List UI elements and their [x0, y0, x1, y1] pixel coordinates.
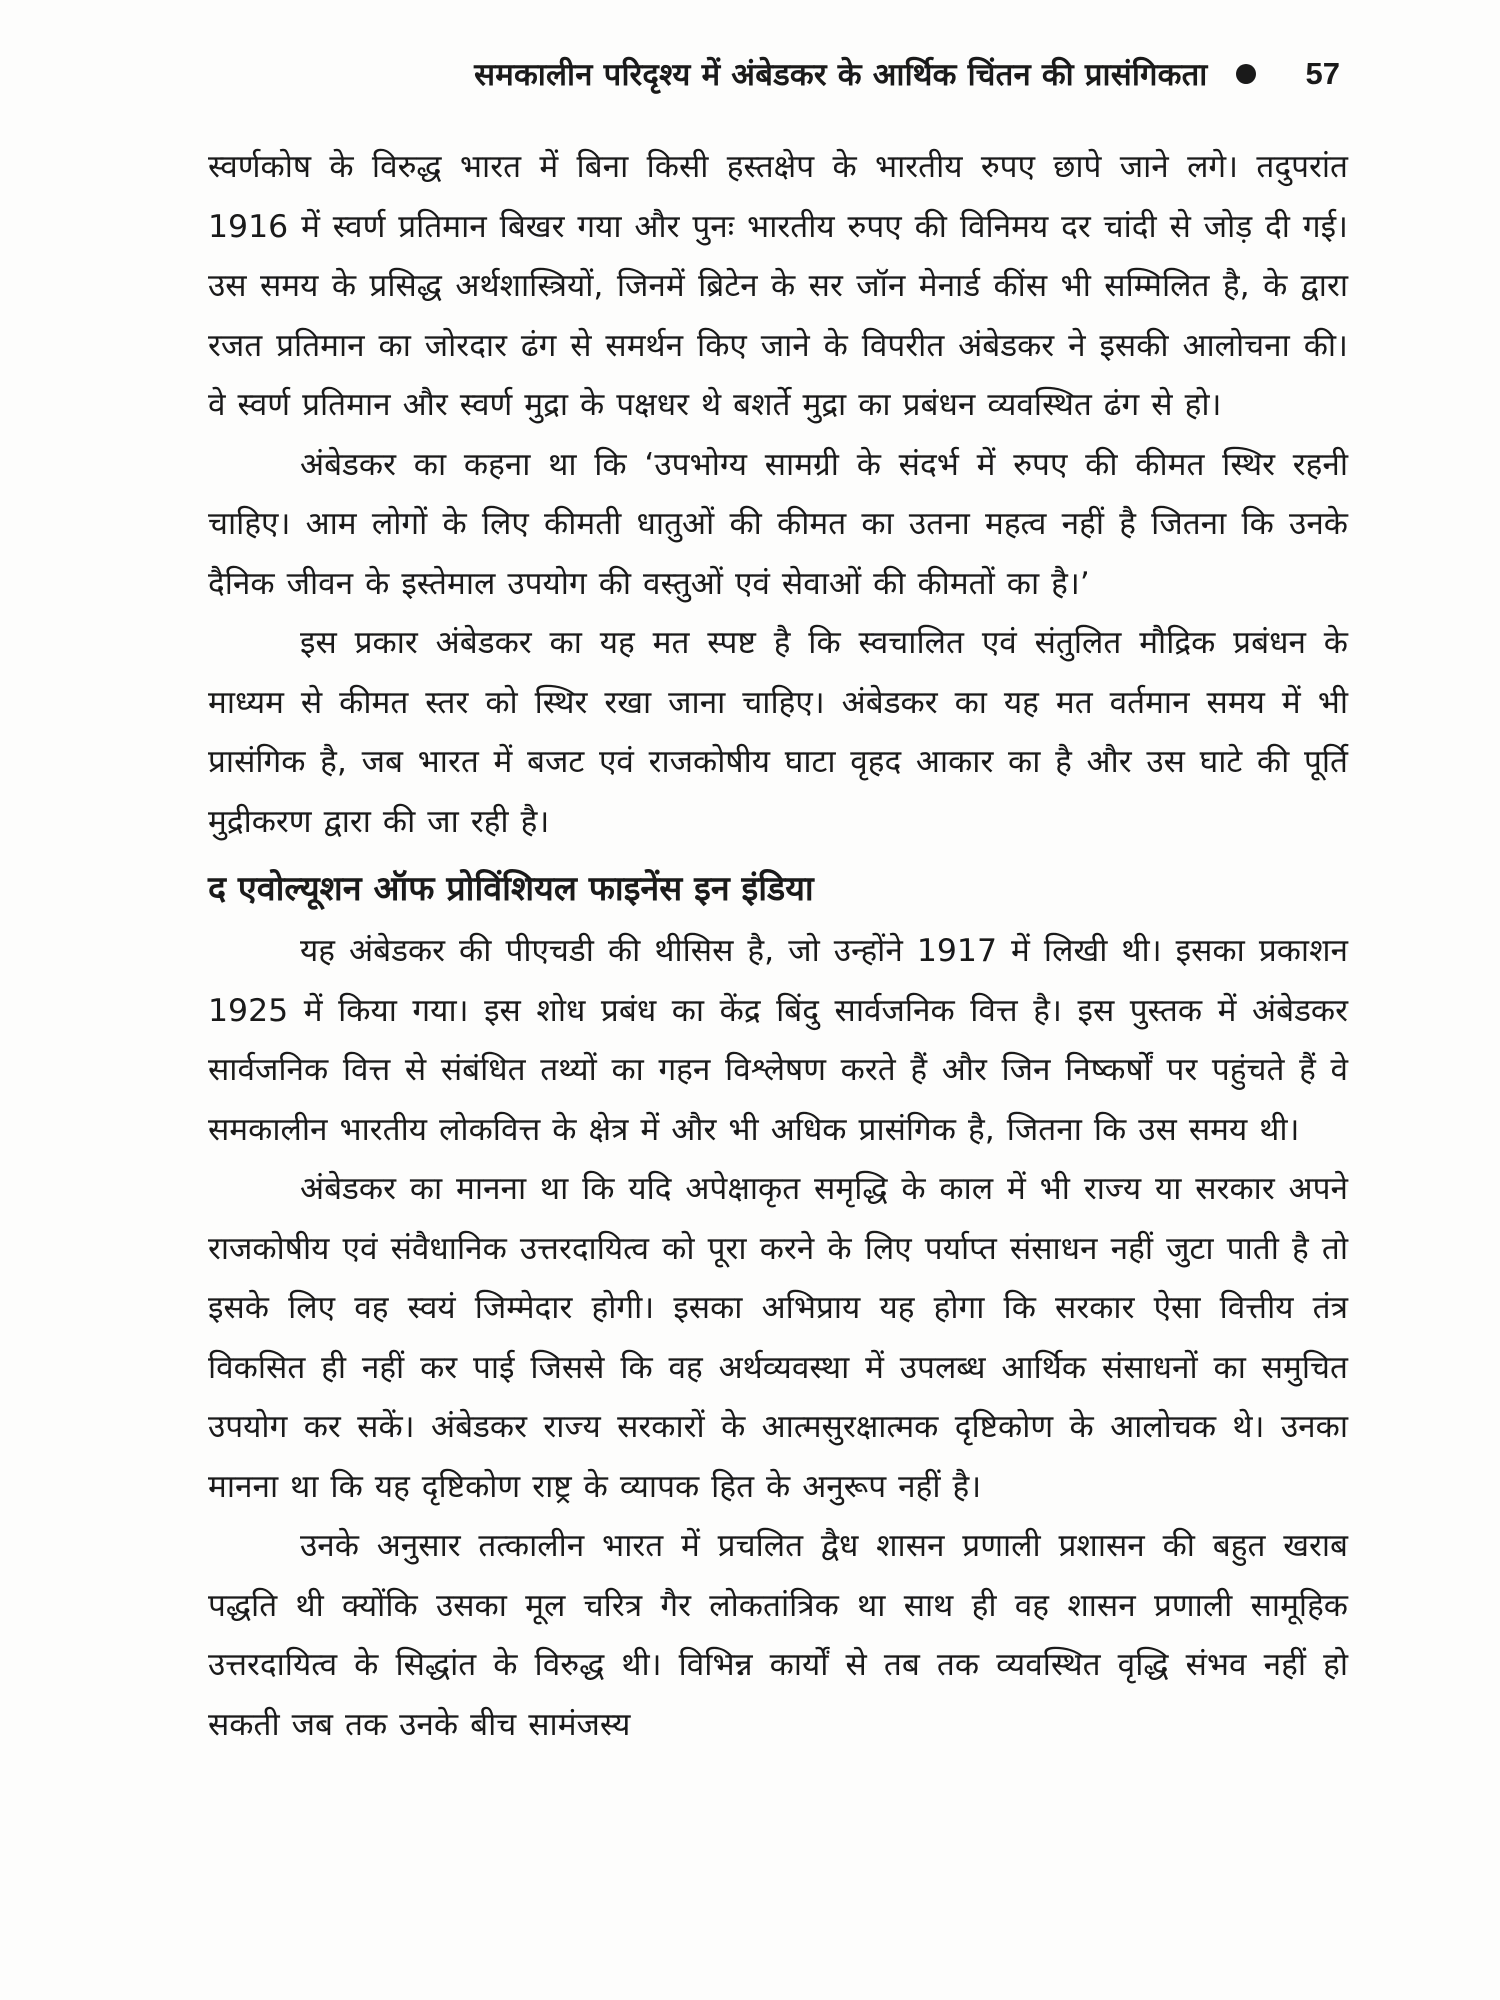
running-header: [250, 50, 1340, 98]
paragraph: यह अंबेडकर की पीएचडी की थीसिस है, जो उन्होंने 1917 में लिखी थी। इसका प्रकाशन 1925 में किया गया। इस शोध प्रबंध का केंद्र बिंदु सार्वजनिक वित्त है। इस पुस्तक में अंबेडकर सार्वजनिक वित्त से संबंधित तथ्यों का गहन विश्लेषण करते हैं और जिन निष्कर्षों पर पहुंचते हैं वे समकालीन भारतीय लोकवित्त के क्षेत्र में और भी अधिक प्रासंगिक है, जितना कि उस समय थी।: [208, 933, 1348, 1148]
paragraph: इस प्रकार अंबेडकर का यह मत स्पष्ट है कि स्वचालित एवं संतुलित मौद्रिक प्रबंधन के माध्यम से कीमत स्तर को स्थिर रखा जाना चाहिए। अंबेडकर का यह मत वर्तमान समय में भी प्रासंगिक है, जब भारत में बजट एवं राजकोषीय घाटा वृहद आकार का है और उस घाटे की पूर्ति मुद्रीकरण द्वारा की जा रही है।: [208, 625, 1348, 840]
paragraph: उनके अनुसार तत्कालीन भारत में प्रचलित द्वैध शासन प्रणाली प्रशासन की बहुत खराब पद्धति थी क्योंकि उसका मूल चरित्र गैर लोकतांत्रिक था साथ ही वह शासन प्रणाली सामूहिक उत्तरदायित्व के सिद्धांत के विरुद्ध थी। विभिन्न कार्यों से तब तक व्यवस्थित वृद्धि संभव नहीं हो सकती जब तक उनके बीच सामंजस्य: [208, 1528, 1348, 1743]
paragraph: अंबेडकर का कहना था कि ‘उपभोग्य सामग्री के संदर्भ में रुपए की कीमत स्थिर रहनी चाहिए। आम लोगों के लिए कीमती धातुओं की कीमत का उतना महत्व नहीं है जितना कि उनके दैनिक जीवन के इस्तेमाल उपयोग की वस्तुओं एवं सेवाओं की कीमतों का है।’: [208, 446, 1348, 602]
paragraph: अंबेडकर का मानना था कि यदि अपेक्षाकृत समृद्धि के काल में भी राज्य या सरकार अपने राजकोषीय एवं संवैधानिक उत्तरदायित्व को पूरा करने के लिए पर्याप्त संसाधन नहीं जुटा पाती है तो इसके लिए वह स्वयं जिम्मेदार होगी। इसका अभिप्राय यह होगा कि सरकार ऐसा वित्तीय तंत्र विकसित ही नहीं कर पाई जिससे कि वह अर्थव्यवस्था में उपलब्ध आर्थिक संसाधनों का समुचित उपयोग कर सकें। अंबेडकर राज्य सरकारों के आत्मसुरक्षात्मक दृष्टिकोण के आलोचक थे। उनका मानना था कि यह दृष्टिकोण राष्ट्र के व्यापक हित के अनुरूप नहीं है।: [208, 1171, 1348, 1505]
page-number: 57: [1305, 56, 1340, 91]
page-body: [208, 138, 1348, 1755]
running-header-title: समकालीन परिदृश्य में अंबेडकर के आर्थिक चिंतन की प्रासंगिकता: [474, 57, 1208, 93]
bullet-icon: [1236, 64, 1256, 84]
paragraph-continued: स्वर्णकोष के विरुद्ध भारत में बिना किसी हस्तक्षेप के भारतीय रुपए छापे जाने लगे। तदुपरांत 1916 में स्वर्ण प्रतिमान बिखर गया और पुनः भारतीय रुपए की विनिमय दर चांदी से जोड़ दी गई। उस समय के प्रसिद्ध अर्थशास्त्रियों, जिनमें ब्रिटेन के सर जॉन मेनार्ड कींस भी सम्मिलित है, के द्वारा रजत प्रतिमान का जोरदार ढंग से समर्थन किए जाने के विपरीत अंबेडकर ने इसकी आलोचना की। वे स्वर्ण प्रतिमान और स्वर्ण मुद्रा के पक्षधर थे बशर्ते मुद्रा का प्रबंधन व्यवस्थित ढंग से हो।: [208, 149, 1348, 423]
section-heading: द एवोल्यूशन ऑफ प्रोविंशियल फाइनेंस इन इंडिया: [208, 869, 814, 909]
